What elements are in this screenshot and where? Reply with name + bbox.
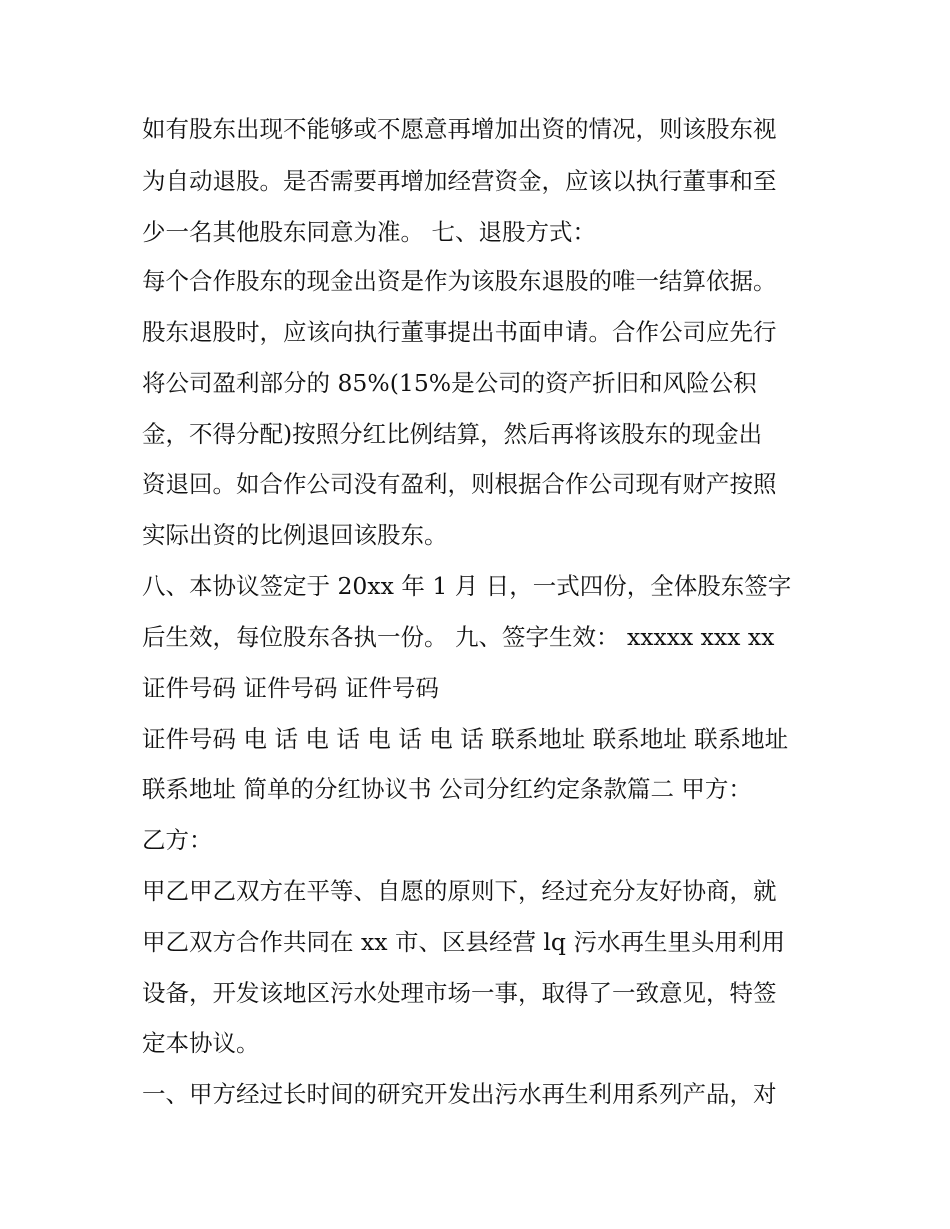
text-line: 后生效，每位股东各执一份。 九、签字生效： xxxxx xxx xx: [142, 623, 775, 651]
text-line: 甲乙双方合作共同在 xx 市、区县经营 lq 污水再生里头用利用: [142, 928, 785, 956]
text-line: 一、甲方经过长时间的研究开发出污水再生利用系列产品，对: [142, 1080, 777, 1108]
text-line: 将公司盈利部分的 85%(15%是公司的资产折旧和风险公积: [142, 369, 757, 397]
text-line: 为自动退股。是否需要再增加经营资金，应该以执行董事和至: [142, 167, 777, 195]
text-line: 定本协议。: [142, 1029, 260, 1057]
text-line: 金，不得分配)按照分红比例结算，然后再将该股东的现金出: [142, 420, 763, 448]
text-line: 股东退股时，应该向执行董事提出书面申请。合作公司应先行: [142, 318, 777, 346]
text-line: 乙方：: [142, 826, 213, 854]
text-line: 实际出资的比例退回该股东。: [142, 521, 448, 549]
text-line: 八、本协议签定于 20xx 年 1 月 日，一式四份，全体股东签字: [142, 572, 792, 600]
text-line: 如有股东出现不能够或不愿意再增加出资的情况，则该股东视: [142, 115, 777, 143]
text-line: 设备，开发该地区污水处理市场一事，取得了一致意见，特签: [142, 979, 777, 1007]
text-line: 少一名其他股东同意为准。 七、退股方式：: [142, 218, 596, 246]
text-line: 甲乙甲乙双方在平等、自愿的原则下，经过充分友好协商，就: [142, 877, 777, 905]
text-line: 证件号码 电 话 电 话 电 话 电 话 联系地址 联系地址 联系地址: [142, 725, 789, 753]
text-line: 联系地址 简单的分红协议书 公司分红约定条款篇二 甲方：: [142, 775, 752, 803]
text-line: 证件号码 证件号码 证件号码: [142, 674, 439, 702]
text-line: 每个合作股东的现金出资是作为该股东退股的唯一结算依据。: [142, 267, 777, 295]
text-line: 资退回。如合作公司没有盈利，则根据合作公司现有财产按照: [142, 470, 777, 498]
